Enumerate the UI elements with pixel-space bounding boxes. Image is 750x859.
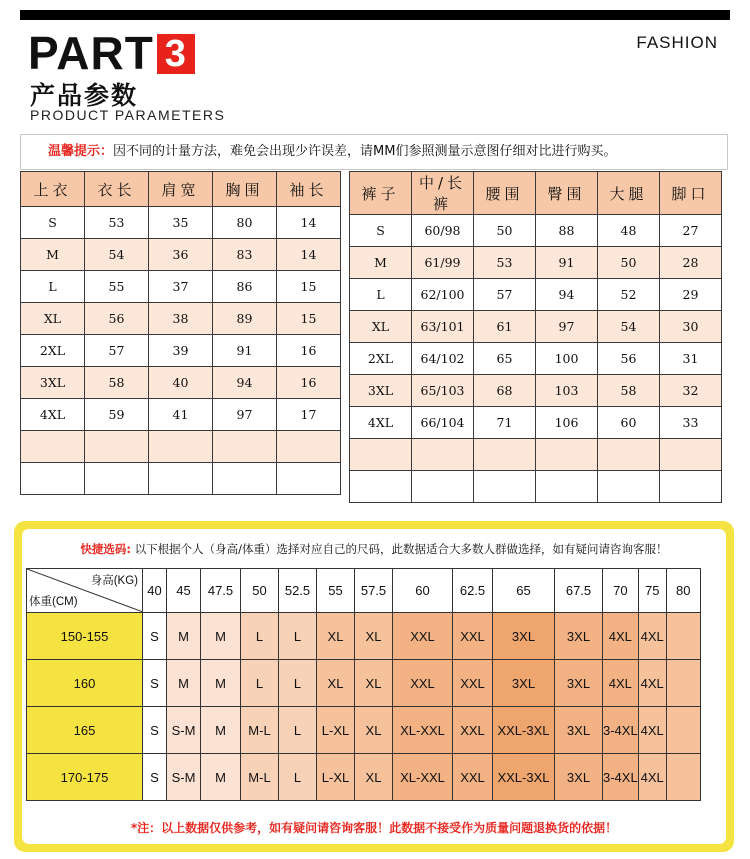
top-size-table <box>20 171 341 495</box>
weight-header: 47.5 <box>201 569 241 613</box>
table-row <box>21 335 341 367</box>
table-row <box>21 271 341 303</box>
table-row <box>350 247 722 279</box>
table-cell: 54 <box>85 239 149 271</box>
size-cell: M <box>167 613 201 660</box>
grid-row <box>27 613 701 660</box>
table-header-row <box>21 172 341 207</box>
table-cell <box>277 431 341 463</box>
table-cell: 29 <box>660 279 722 311</box>
table-cell <box>412 471 474 503</box>
table-row <box>350 311 722 343</box>
table-cell: 71 <box>474 407 536 439</box>
size-cell: S <box>143 613 167 660</box>
table-row <box>350 343 722 375</box>
table-cell: 65/103 <box>412 375 474 407</box>
table-cell: 65 <box>474 343 536 375</box>
size-cell: M <box>167 660 201 707</box>
size-cell: XL <box>355 754 393 801</box>
height-label: 170-175 <box>27 754 143 801</box>
table-cell: M <box>350 247 412 279</box>
size-cell: 3-4XL <box>603 754 639 801</box>
size-cell: 3XL <box>493 613 555 660</box>
size-cell: S <box>143 754 167 801</box>
quick-select-desc: 以下根据个人（身高/体重）选择对应自己的尺码，此数据适合大多数人群做选择，如有疑问请咨询客服！ <box>134 542 668 556</box>
table-cell <box>474 439 536 471</box>
column-header: 裤子 <box>350 172 412 215</box>
table-cell <box>474 471 536 503</box>
table-cell: 61/99 <box>412 247 474 279</box>
size-cell: XXL <box>453 707 493 754</box>
table-cell: 28 <box>660 247 722 279</box>
weight-header: 57.5 <box>355 569 393 613</box>
table-cell: 53 <box>85 207 149 239</box>
table-cell: L <box>350 279 412 311</box>
size-cell: M-L <box>241 754 279 801</box>
size-cell: XL <box>355 660 393 707</box>
table-cell: 2XL <box>350 343 412 375</box>
size-cell: L <box>279 707 317 754</box>
bottom-size-table <box>349 171 722 503</box>
table-row <box>21 239 341 271</box>
size-cell: 4XL <box>638 754 666 801</box>
table-cell: 64/102 <box>412 343 474 375</box>
table-cell: 39 <box>149 335 213 367</box>
column-header: 脚口 <box>660 172 722 215</box>
size-cell: L <box>241 613 279 660</box>
table-cell: 57 <box>474 279 536 311</box>
table-cell: 61 <box>474 311 536 343</box>
grid-row <box>27 660 701 707</box>
table-cell: 58 <box>598 375 660 407</box>
table-cell: 53 <box>474 247 536 279</box>
table-cell: 35 <box>149 207 213 239</box>
quick-select-text <box>22 541 726 557</box>
table-cell: 83 <box>213 239 277 271</box>
height-label: 150-155 <box>27 613 143 660</box>
weight-header: 40 <box>143 569 167 613</box>
size-selector-panel <box>14 521 734 852</box>
weight-header: 62.5 <box>453 569 493 613</box>
size-cell: 4XL <box>603 613 639 660</box>
part-number-badge: 3 <box>157 34 195 74</box>
weight-header: 70 <box>603 569 639 613</box>
size-cell: XL-XXL <box>393 707 453 754</box>
size-cell: 3XL <box>555 707 603 754</box>
table-cell: 100 <box>536 343 598 375</box>
table-cell: L <box>21 271 85 303</box>
table-cell: 62/100 <box>412 279 474 311</box>
weight-header: 55 <box>317 569 355 613</box>
size-cell: L <box>279 754 317 801</box>
size-cell: M-L <box>241 707 279 754</box>
corner-height-label: 体重(CM) <box>29 596 78 608</box>
height-label: 165 <box>27 707 143 754</box>
table-cell: 57 <box>85 335 149 367</box>
corner-weight-label: 身高(KG) <box>90 575 138 587</box>
size-cell: 4XL <box>603 660 639 707</box>
size-cell: 3XL <box>555 754 603 801</box>
weight-header: 52.5 <box>279 569 317 613</box>
size-cell: 4XL <box>638 660 666 707</box>
page-title: 产品参数 <box>30 81 139 110</box>
size-cell: XXL-3XL <box>493 707 555 754</box>
table-cell <box>598 471 660 503</box>
table-cell <box>21 463 85 495</box>
height-label: 160 <box>27 660 143 707</box>
size-cell: 3XL <box>493 660 555 707</box>
size-cell: XL <box>317 613 355 660</box>
table-row <box>350 407 722 439</box>
table-cell <box>660 439 722 471</box>
size-cell <box>666 707 700 754</box>
table-cell <box>21 431 85 463</box>
table-cell: 4XL <box>21 399 85 431</box>
table-row <box>350 215 722 247</box>
table-cell: 50 <box>598 247 660 279</box>
table-cell <box>149 463 213 495</box>
size-cell: XL <box>355 613 393 660</box>
size-cell: 3XL <box>555 613 603 660</box>
size-cell: XL <box>355 707 393 754</box>
size-cell: XXL <box>453 660 493 707</box>
table-cell <box>536 439 598 471</box>
grid-header-row <box>27 569 701 613</box>
column-header: 胸围 <box>213 172 277 207</box>
top-black-bar <box>20 10 730 20</box>
quick-select-label: 快捷选码: <box>80 542 132 556</box>
column-header: 大腿 <box>598 172 660 215</box>
part-word: PART <box>28 27 154 79</box>
table-cell: 2XL <box>21 335 85 367</box>
size-cell: XXL <box>453 754 493 801</box>
table-cell: 94 <box>213 367 277 399</box>
weight-header: 67.5 <box>555 569 603 613</box>
size-cell: M <box>201 660 241 707</box>
column-header: 袖长 <box>277 172 341 207</box>
size-selector-inner <box>22 529 726 844</box>
table-cell <box>85 431 149 463</box>
table-cell <box>598 439 660 471</box>
table-cell: 31 <box>660 343 722 375</box>
table-row <box>350 375 722 407</box>
table-cell: 27 <box>660 215 722 247</box>
table-cell: 33 <box>660 407 722 439</box>
table-cell <box>85 463 149 495</box>
table-cell: 36 <box>149 239 213 271</box>
table-cell: 52 <box>598 279 660 311</box>
table-cell: 68 <box>474 375 536 407</box>
table-cell: 63/101 <box>412 311 474 343</box>
column-header: 衣长 <box>85 172 149 207</box>
weight-header: 80 <box>666 569 700 613</box>
table-row <box>21 303 341 335</box>
table-row <box>350 471 722 503</box>
tips-bar <box>20 134 728 170</box>
size-cell: L-XL <box>317 707 355 754</box>
table-cell: 60 <box>598 407 660 439</box>
table-cell: 32 <box>660 375 722 407</box>
table-row <box>21 399 341 431</box>
size-cell: S <box>143 660 167 707</box>
size-cell: S-M <box>167 754 201 801</box>
size-cell: L <box>279 613 317 660</box>
table-cell: 15 <box>277 303 341 335</box>
tips-label: 温馨提示： <box>48 144 114 159</box>
column-header: 中/长裤 <box>412 172 474 215</box>
size-cell: L <box>279 660 317 707</box>
grid-corner <box>27 569 143 613</box>
table-row <box>350 279 722 311</box>
table-cell: 88 <box>536 215 598 247</box>
table-cell: 16 <box>277 335 341 367</box>
size-cell: L-XL <box>317 754 355 801</box>
column-header: 腰围 <box>474 172 536 215</box>
grid-row <box>27 707 701 754</box>
table-cell: 59 <box>85 399 149 431</box>
disclaimer-note: *注：以上数据仅供参考，如有疑问请咨询客服！此数据不接受作为质量问题退换货的依据！ <box>130 821 618 835</box>
size-cell: 4XL <box>638 707 666 754</box>
table-cell: 40 <box>149 367 213 399</box>
table-row <box>21 463 341 495</box>
table-cell: S <box>350 215 412 247</box>
weight-header: 60 <box>393 569 453 613</box>
table-row <box>21 431 341 463</box>
weight-header: 50 <box>241 569 279 613</box>
table-cell: 15 <box>277 271 341 303</box>
table-cell: 97 <box>213 399 277 431</box>
table-cell <box>213 463 277 495</box>
size-cell: M <box>201 754 241 801</box>
size-cell: M <box>201 707 241 754</box>
size-cell: 3-4XL <box>603 707 639 754</box>
size-cell <box>666 754 700 801</box>
size-cell <box>666 660 700 707</box>
size-cell: S-M <box>167 707 201 754</box>
table-cell: 16 <box>277 367 341 399</box>
table-cell: 56 <box>85 303 149 335</box>
page-subtitle: PRODUCT PARAMETERS <box>30 107 226 123</box>
table-cell: 4XL <box>350 407 412 439</box>
size-cell: XXL <box>393 660 453 707</box>
table-cell <box>412 439 474 471</box>
table-cell: 41 <box>149 399 213 431</box>
table-cell: 14 <box>277 207 341 239</box>
table-cell: 66/104 <box>412 407 474 439</box>
weight-header: 45 <box>167 569 201 613</box>
size-cell: M <box>201 613 241 660</box>
size-recommendation-grid <box>26 568 701 801</box>
table-cell: 30 <box>660 311 722 343</box>
tips-text: 因不同的计量方法，难免会出现少许误差，请MM们参照测量示意图仔细对比进行购买。 <box>113 144 617 159</box>
table-cell: M <box>21 239 85 271</box>
table-cell: 3XL <box>350 375 412 407</box>
size-cell: XXL-3XL <box>493 754 555 801</box>
table-cell <box>213 431 277 463</box>
table-cell: 91 <box>536 247 598 279</box>
weight-header: 65 <box>493 569 555 613</box>
table-cell: 48 <box>598 215 660 247</box>
table-header-row <box>350 172 722 215</box>
weight-header: 75 <box>638 569 666 613</box>
table-cell <box>660 471 722 503</box>
table-cell: 55 <box>85 271 149 303</box>
table-cell: 56 <box>598 343 660 375</box>
table-cell: 91 <box>213 335 277 367</box>
table-cell: XL <box>21 303 85 335</box>
part-heading <box>28 28 195 78</box>
size-cell <box>666 613 700 660</box>
fashion-label: FASHION <box>636 33 718 52</box>
table-cell: 94 <box>536 279 598 311</box>
size-cell: XXL <box>393 613 453 660</box>
table-cell: 14 <box>277 239 341 271</box>
column-header: 上衣 <box>21 172 85 207</box>
table-cell: 58 <box>85 367 149 399</box>
size-cell: XL-XXL <box>393 754 453 801</box>
size-cell: XL <box>317 660 355 707</box>
table-cell: 97 <box>536 311 598 343</box>
table-cell: 89 <box>213 303 277 335</box>
size-cell: L <box>241 660 279 707</box>
table-cell <box>277 463 341 495</box>
table-cell: 60/98 <box>412 215 474 247</box>
table-row <box>21 367 341 399</box>
table-row <box>350 439 722 471</box>
table-cell: S <box>21 207 85 239</box>
table-cell: 3XL <box>21 367 85 399</box>
table-cell: 17 <box>277 399 341 431</box>
column-header: 肩宽 <box>149 172 213 207</box>
table-cell: 80 <box>213 207 277 239</box>
grid-row <box>27 754 701 801</box>
table-cell <box>350 471 412 503</box>
table-cell: 103 <box>536 375 598 407</box>
table-cell: 86 <box>213 271 277 303</box>
size-cell: 3XL <box>555 660 603 707</box>
table-cell: 54 <box>598 311 660 343</box>
table-cell: 50 <box>474 215 536 247</box>
size-cell: XXL <box>453 613 493 660</box>
table-cell <box>350 439 412 471</box>
size-cell: S <box>143 707 167 754</box>
table-row <box>21 207 341 239</box>
table-cell <box>149 431 213 463</box>
size-cell: 4XL <box>638 613 666 660</box>
table-cell: 38 <box>149 303 213 335</box>
table-cell <box>536 471 598 503</box>
table-cell: 106 <box>536 407 598 439</box>
table-cell: 37 <box>149 271 213 303</box>
column-header: 臀围 <box>536 172 598 215</box>
table-cell: XL <box>350 311 412 343</box>
